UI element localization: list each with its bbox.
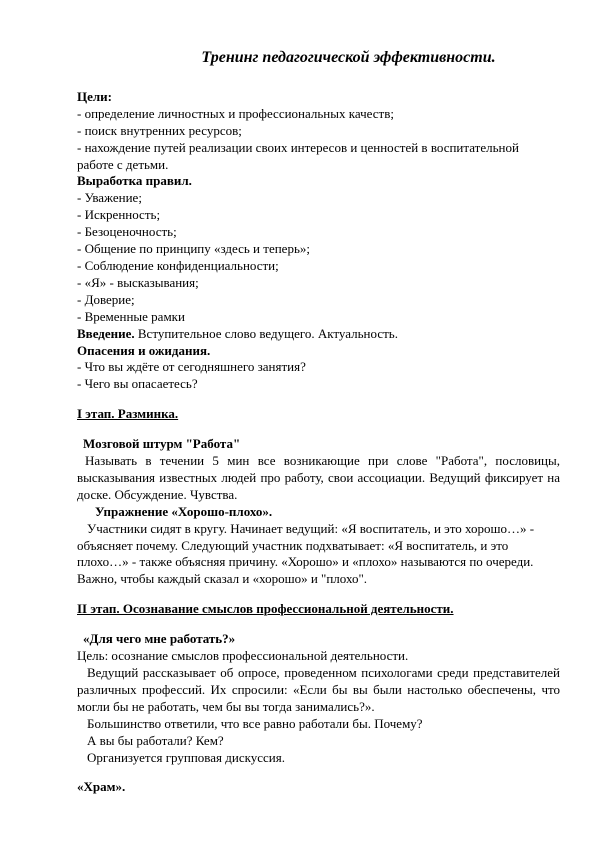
document-page [77,50,560,796]
rules-heading: Выработка правил. [77,173,192,189]
expectations-heading: Опасения и ожидания. [77,342,211,358]
stage1-section [77,406,560,588]
goal-item: - нахождение путей реализации своих интересов и ценностей в воспитательной [77,139,519,155]
exercise-line: плохо…» - также объясняя причину. «Хорошо» и «плохо» называются по очереди. [77,554,534,570]
intro-label: Введение. [77,325,135,341]
survey-text: Ведущий рассказывает об опросе, проведенном психологами среди представителей различных профессий. Их спросили: «Если бы вы были настолько обеспечены, что могли бы не работать, чем бы вы тогда занимались?». [77,665,560,714]
goals-section [77,89,560,174]
intro-text: Вступительное слово ведущего. Актуальность. [134,325,398,341]
brainstorm-text: Называть в течении 5 мин все возникающие при слове "Работа", пословицы, высказывания известных людей про работу, свои ассоциации. Ведущий фиксирует на доске. Обсуждение. Чувства. [77,453,560,502]
question-line: А вы бы работали? Кем? [87,732,224,748]
rule-item: - Общение по принципу «здесь и теперь»; [77,241,310,257]
why-work-title: «Для чего мне работать?» [83,631,236,647]
discussion-line: Организуется групповая дискуссия. [87,749,285,765]
rule-item: - Соблюдение конфиденциальности; [77,257,279,273]
exercise-line: объясняет почему. Следующий участник подхватывает: «Я воспитатель, и это [77,537,509,553]
document-title: Тренинг педагогической эффективности. [201,49,496,66]
rule-item: - Доверие; [77,291,135,307]
rule-item: - Уважение; [77,190,142,206]
rule-item: - Искренность; [77,207,161,223]
rule-item: - «Я» - высказывания; [77,274,199,290]
goals-heading: Цели: [77,88,112,104]
stage1-heading: I этап. Разминка. [77,406,179,422]
expectation-item: - Чего вы опасаетесь? [77,376,198,392]
stage2-section [77,601,560,796]
rules-section [77,173,560,325]
goal-item: - поиск внутренних ресурсов; [77,122,242,138]
temple-title: «Храм». [77,779,126,795]
brainstorm-title: Мозговой штурм "Работа" [83,436,241,452]
intro-line [77,326,560,343]
stage2-goal-line: Цель: осознание смыслов профессиональной деятельности. [77,648,409,664]
expectations-section [77,343,560,394]
goal-item: - определение личностных и профессиональных качеств; [77,105,394,121]
exercise-title: Упражнение «Хорошо-плохо». [95,503,273,519]
goal-item: работе с детьми. [77,156,169,172]
majority-line: Большинство ответили, что все равно работали бы. Почему? [87,715,423,731]
expectation-item: - Что вы ждёте от сегодняшнего занятия? [77,359,306,375]
rule-item: - Безоценочность; [77,224,177,240]
exercise-line: Участники сидят в кругу. Начинает ведущий: «Я воспитатель, и это хорошо…» - [87,520,535,536]
rule-item: - Временные рамки [77,308,185,324]
stage2-heading: II этап. Осознавание смыслов профессиональной деятельности. [77,601,454,617]
exercise-line: Важно, чтобы каждый сказал и «хорошо» и "плохо". [77,571,368,587]
